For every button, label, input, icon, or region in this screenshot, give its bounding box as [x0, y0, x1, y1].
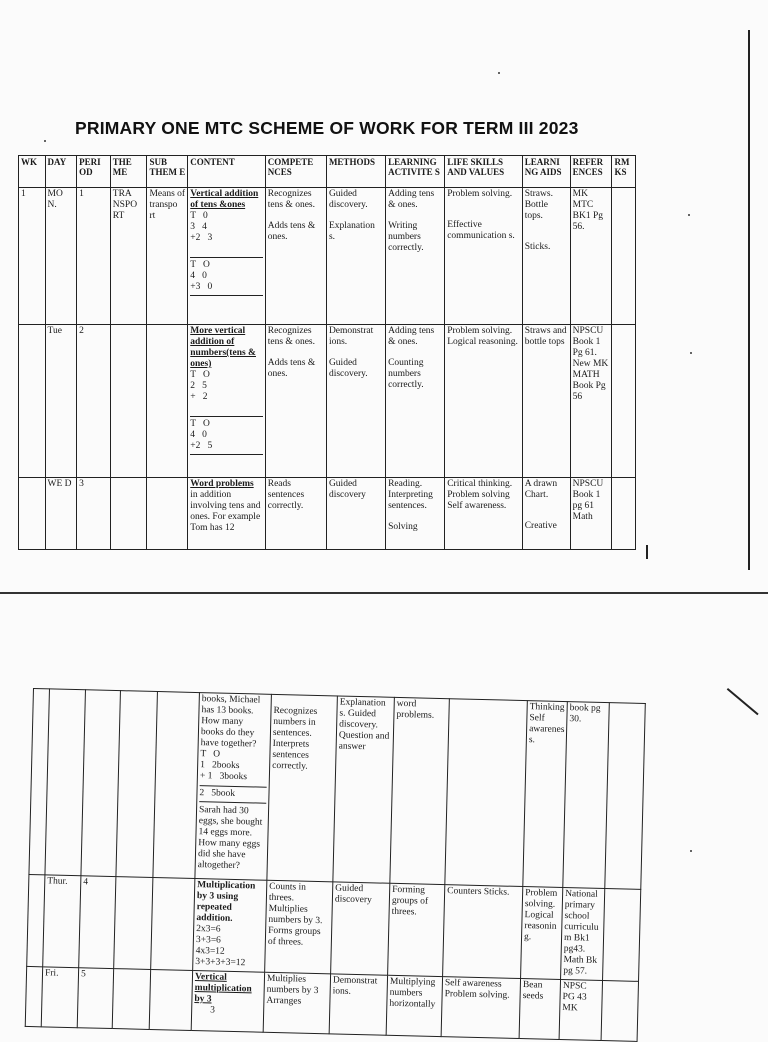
- table-row: [19, 478, 636, 550]
- week-cell: [19, 325, 46, 478]
- aids-cell: Thinking Self awarenes s.: [523, 701, 568, 888]
- method-text: Guided discovery.: [328, 358, 368, 379]
- remarks-cell: [612, 188, 636, 325]
- header-cell: WK: [19, 156, 46, 188]
- lifeskill-text: Effective communication s.: [447, 220, 515, 241]
- methods-cell: [326, 188, 385, 325]
- activities-cell: [386, 188, 445, 325]
- period-cell: 5: [77, 968, 113, 1029]
- aid-text: Straws. Bottle tops.: [524, 189, 553, 221]
- week-cell: 1: [19, 188, 46, 325]
- content-line: + 2: [190, 392, 208, 402]
- remarks-cell: [612, 325, 636, 478]
- week-cell: [25, 966, 42, 1026]
- scan-speck: [44, 140, 46, 142]
- content-line: T O: [200, 749, 221, 760]
- content-line: + 1 3books: [199, 771, 248, 783]
- period-cell: 2: [77, 325, 111, 478]
- references-cell: National primary school curriculu m Bk1 pg43. Math Bk pg 57.: [561, 888, 605, 981]
- theme-cell: [110, 325, 147, 478]
- activities-cell: Forming groups of threes.: [388, 883, 445, 976]
- header-row: [19, 156, 636, 188]
- competences-cell: Counts in threes. Multiplies numbers by 3. Forms groups of threes.: [265, 880, 333, 974]
- content-line: 3+3+3+3=12: [195, 957, 246, 969]
- aid-text: Creative: [524, 521, 557, 531]
- lifeskills-cell: [445, 699, 528, 887]
- subtheme-cell: [151, 877, 195, 970]
- references-cell: NPSCU Book 1 Pg 61. New MK MATH Book Pg 56: [570, 325, 612, 478]
- header-cell: RM KS: [612, 156, 636, 188]
- lifeskills-cell: [445, 188, 523, 325]
- competence-text: Adds tens & ones.: [267, 358, 316, 379]
- content-line: +2 3: [190, 233, 213, 243]
- content-title: Vertical multiplication by 3: [194, 972, 252, 1005]
- lifeskills-cell: Counters Sticks.: [443, 885, 523, 979]
- scan-speck: [688, 214, 690, 216]
- lifeskills-cell: Critical thinking. Problem solving Self awareness.: [445, 478, 523, 550]
- content-cell: [188, 325, 266, 478]
- content-cell: [188, 478, 266, 550]
- scan-speck: [690, 352, 692, 354]
- competences-cell: [265, 188, 326, 325]
- header-cell: DAY: [45, 156, 77, 188]
- aids-cell: [522, 188, 570, 325]
- content-cell: [193, 879, 267, 973]
- content-line: 4 0: [190, 430, 207, 440]
- table-row: [27, 874, 641, 981]
- theme-cell: [116, 691, 158, 878]
- lifeskills-cell: Self awareness Problem solving.: [441, 977, 520, 1039]
- header-cell: THE ME: [110, 156, 147, 188]
- period-cell: 4: [79, 876, 116, 969]
- theme-cell: [110, 478, 147, 550]
- day-cell: WE D: [45, 478, 77, 550]
- remarks-cell: [612, 478, 636, 550]
- activity-text: Adding tens & ones.: [388, 326, 435, 347]
- page-divider: [0, 592, 768, 594]
- competences-cell: [267, 694, 338, 882]
- content-line: 2x3=6: [196, 924, 221, 935]
- page-edge: [748, 30, 750, 570]
- content-sum-block: [190, 416, 263, 455]
- remarks-cell: [603, 889, 641, 982]
- remarks-cell: [601, 981, 638, 1042]
- content-title: Vertical addition of tens &ones: [190, 189, 259, 210]
- lifeskill-text: Problem solving.: [447, 189, 513, 199]
- content-text: books, Michael has 13 books. How many books do they have together?: [200, 694, 261, 750]
- header-cell: LEARNI NG AIDS: [522, 156, 570, 188]
- header-cell: CONTENT: [188, 156, 266, 188]
- method-text: Explanation s.: [328, 221, 375, 242]
- competence-text: Recognizes numbers in sentences. Interprets sentences correctly.: [272, 705, 318, 772]
- day-cell: Tue: [45, 325, 77, 478]
- competence-text: Adds tens & ones.: [267, 221, 316, 242]
- aids-cell: Straws and bottle tops: [522, 325, 570, 478]
- activity-text: Counting numbers correctly.: [388, 358, 424, 390]
- competence-text: Recognizes tens & ones.: [267, 189, 315, 210]
- activity-text: Adding tens & ones.: [388, 189, 435, 210]
- content-text: Sarah had 30 eggs, she bought 14 eggs more. How many eggs did she have altogether?: [197, 805, 263, 872]
- content-title: More vertical addition of numbers(tens & ones): [190, 326, 256, 369]
- content-title: Multiplication by 3 using repeated addition.: [196, 880, 256, 924]
- page-title: PRIMARY ONE MTC SCHEME OF WORK FOR TERM III 2023: [75, 118, 579, 138]
- methods-cell: Explanation s. Guided discovery. Question and answer: [333, 696, 395, 883]
- content-line: T O: [190, 370, 210, 380]
- aids-cell: Bean seeds: [519, 978, 560, 1039]
- activities-cell: [386, 325, 445, 478]
- theme-cell: TRA NSPO RT: [110, 188, 147, 325]
- content-line: 3: [210, 1005, 216, 1016]
- references-cell: NPSCU Book 1 pg 61 Math: [570, 478, 612, 550]
- content-title: Word problems: [190, 479, 254, 489]
- header-cell: COMPETE NCES: [265, 156, 326, 188]
- period-cell: 3: [77, 478, 111, 550]
- content-line: T O: [190, 419, 210, 429]
- subtheme-cell: Means of transpo rt: [147, 188, 188, 325]
- references-cell: book pg 30.: [563, 702, 610, 889]
- week-cell: [19, 478, 46, 550]
- day-cell: MO N.: [45, 188, 77, 325]
- subtheme-cell: [147, 478, 188, 550]
- period-cell: [81, 690, 121, 877]
- content-line: 3+3=6: [195, 935, 221, 946]
- content-line: 1 2books: [200, 760, 240, 772]
- subtheme-cell: [147, 325, 188, 478]
- activities-cell: word problems.: [390, 697, 450, 884]
- scheme-table-top: [18, 155, 636, 550]
- content-line: +3 0: [190, 282, 213, 292]
- scan-speck: [690, 850, 692, 852]
- competence-text: Recognizes tens & ones.: [267, 326, 315, 347]
- content-line: T 0: [190, 211, 208, 221]
- content-cell: [195, 693, 272, 881]
- theme-cell: [112, 969, 150, 1030]
- day-cell: [45, 689, 86, 876]
- methods-cell: [326, 325, 385, 478]
- scan-speck: [498, 72, 500, 74]
- aids-cell: [522, 478, 570, 550]
- scan-mark: [727, 688, 759, 715]
- header-cell: PERI OD: [77, 156, 111, 188]
- content-sum-block: [190, 257, 263, 296]
- aids-cell: Problem solving. Logical reasonin g.: [521, 887, 563, 980]
- table-row: [19, 188, 636, 325]
- activities-cell: [386, 478, 445, 550]
- period-cell: 1: [77, 188, 111, 325]
- content-line: 4x3=12: [195, 946, 225, 957]
- competences-cell: Reads sentences correctly.: [265, 478, 326, 550]
- content-line: 3 4: [190, 222, 207, 232]
- aid-text: Sticks.: [524, 242, 551, 252]
- content-cell: [191, 970, 264, 1032]
- table-row: [29, 689, 645, 890]
- content-line: 2 5book: [199, 785, 266, 804]
- activity-text: Solving: [388, 522, 418, 532]
- subtheme-cell: [149, 969, 192, 1030]
- lifeskills-cell: Problem solving. Logical reasoning.: [445, 325, 523, 478]
- header-cell: REFER ENCES: [570, 156, 612, 188]
- subtheme-cell: [153, 692, 200, 879]
- content-cell: [188, 188, 266, 325]
- content-line: +2 5: [190, 441, 213, 451]
- methods-cell: Guided discovery: [331, 882, 390, 975]
- page-edge: [646, 545, 648, 559]
- activity-text: Reading. Interpreting sentences.: [388, 479, 433, 511]
- header-cell: LIFE SKILLS AND VALUES: [445, 156, 523, 188]
- content-line: T O: [190, 260, 210, 270]
- competences-cell: Multiplies numbers by 3 Arranges: [263, 972, 330, 1034]
- content-line: 4 0: [190, 271, 207, 281]
- content-line: 2 5: [190, 381, 207, 391]
- scheme-table-bottom: [25, 688, 646, 1042]
- remarks-cell: [605, 703, 646, 890]
- header-cell: SUB THEM E: [147, 156, 188, 188]
- aid-text: A drawn Chart.: [524, 479, 558, 500]
- activity-text: Writing numbers correctly.: [388, 221, 424, 253]
- header-cell: LEARNING ACTIVITE S: [386, 156, 445, 188]
- references-cell: NPSC PG 43 MK: [559, 979, 602, 1040]
- method-text: Guided discovery.: [328, 189, 368, 210]
- day-cell: Thur.: [43, 875, 81, 968]
- table-row: [19, 325, 636, 478]
- references-cell: MK MTC BK1 Pg 56.: [570, 188, 612, 325]
- content-text: in addition involving tens and ones. For example Tom has 12: [190, 490, 261, 533]
- methods-cell: Guided discovery: [326, 478, 385, 550]
- methods-cell: Demonstrat ions.: [329, 974, 387, 1035]
- day-cell: Fri.: [41, 967, 78, 1028]
- theme-cell: [114, 877, 153, 970]
- activities-cell: Multiplying numbers horizontally: [386, 975, 442, 1036]
- method-text: Demonstrat ions.: [328, 326, 374, 347]
- competences-cell: [265, 325, 326, 478]
- header-cell: METHODS: [326, 156, 385, 188]
